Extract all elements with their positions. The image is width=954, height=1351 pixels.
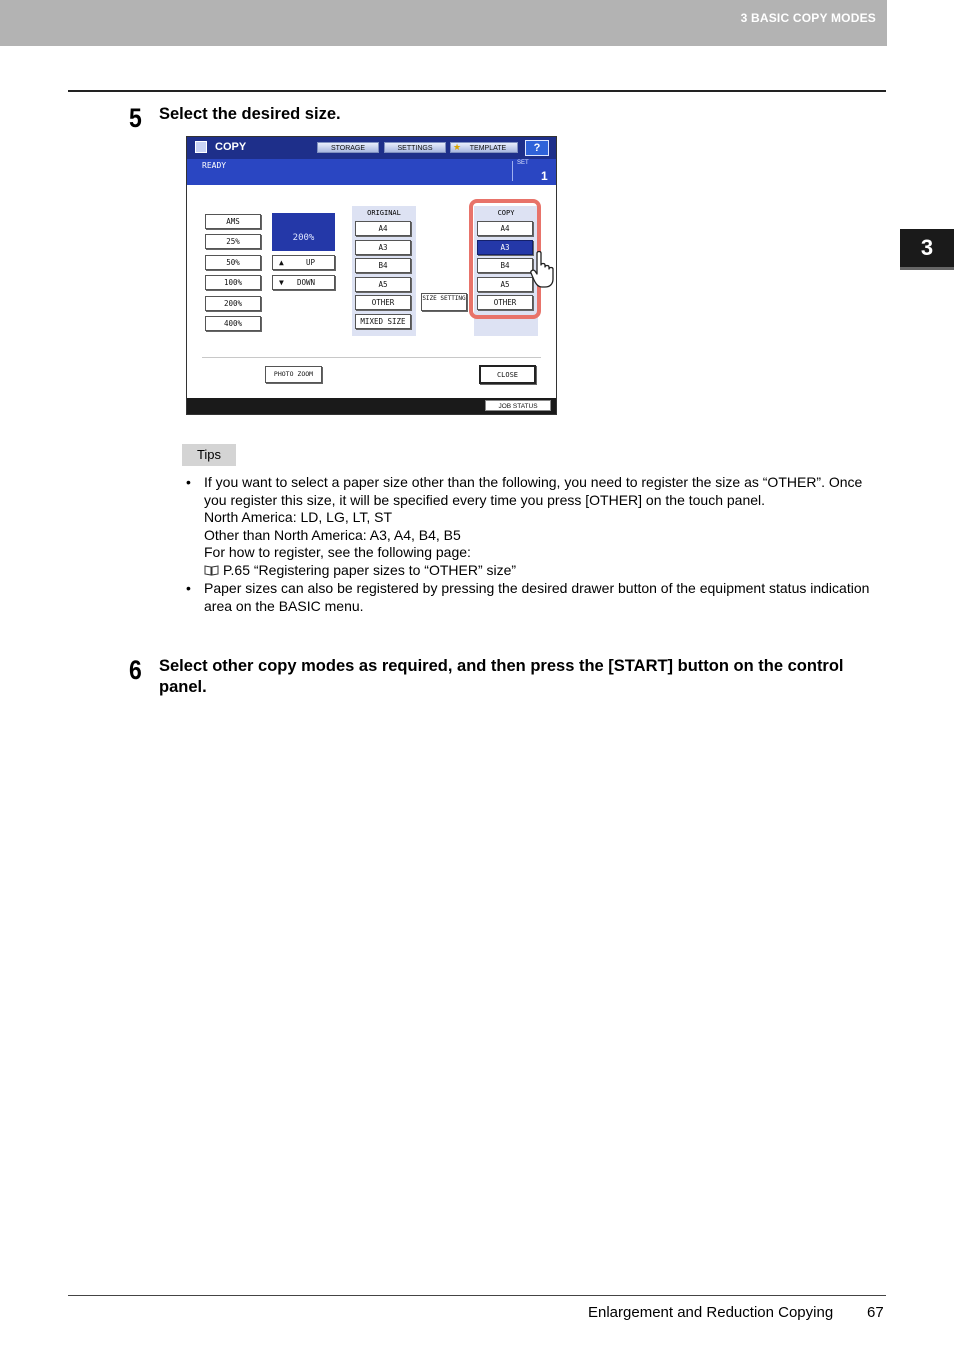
copy-a3-button[interactable]: A3 <box>477 240 533 255</box>
set-divider <box>512 161 513 181</box>
hand-pointer-icon <box>530 250 560 290</box>
bullet-marker: • <box>186 580 191 596</box>
book-icon <box>204 565 219 576</box>
photo-zoom-button[interactable]: PHOTO ZOOM <box>265 366 322 383</box>
job-status-button[interactable]: JOB STATUS <box>485 400 551 411</box>
tip-item <box>204 474 894 579</box>
original-b4-button[interactable]: B4 <box>355 258 411 273</box>
ams-button[interactable]: AMS <box>205 214 261 229</box>
screen-divider <box>202 357 541 358</box>
up-arrow-icon: ▲ <box>279 258 284 267</box>
tab-settings[interactable]: SETTINGS <box>384 142 446 153</box>
original-a4-button[interactable]: A4 <box>355 221 411 236</box>
tip-line: Paper sizes can also be registered by pressing the desired drawer button of the equipment status indication <box>204 580 870 596</box>
tip-line: Other than North America: A3, A4, B4, B5 <box>204 526 461 543</box>
mixed-size-button[interactable]: MIXED SIZE <box>355 314 411 329</box>
zoom-display: 200% <box>272 213 335 251</box>
copy-b4-button[interactable]: B4 <box>477 258 533 273</box>
footer-rule <box>68 1295 886 1296</box>
zoom-100-button[interactable]: 100% <box>205 275 261 290</box>
bullet-marker: • <box>186 474 191 490</box>
chapter-tab-underline <box>900 267 954 270</box>
copy-other-button[interactable]: OTHER <box>477 295 533 310</box>
tab-template-label: TEMPLATE <box>469 145 507 152</box>
screen-status-bar <box>187 159 556 185</box>
page-number: 67 <box>867 1304 884 1321</box>
zoom-up-label: UP <box>306 258 316 267</box>
tip-line: If you want to select a paper size other than the following, you need to register the size as “OTHER”. Once <box>204 474 863 490</box>
tip-line: you register this size, it will be specified every time you press [OTHER] on the touch panel. <box>204 491 766 508</box>
zoom-200-button[interactable]: 200% <box>205 296 261 311</box>
zoom-400-button[interactable]: 400% <box>205 316 261 331</box>
original-a3-button[interactable]: A3 <box>355 240 411 255</box>
footer-title: Enlargement and Reduction Copying <box>588 1304 834 1321</box>
zoom-down-button[interactable] <box>272 275 335 290</box>
top-rule <box>68 90 886 92</box>
tab-storage[interactable]: STORAGE <box>317 142 379 153</box>
status-text: READY <box>202 161 227 170</box>
size-setting-button[interactable]: SIZE SETTING <box>421 293 467 311</box>
set-count: 1 <box>541 169 548 183</box>
down-arrow-icon: ▼ <box>279 278 284 287</box>
help-button[interactable]: ? <box>525 140 549 156</box>
screen-title-bar <box>187 137 556 159</box>
tip-reference-text: P.65 “Registering paper sizes to “OTHER” size” <box>223 561 517 578</box>
original-header: ORIGINAL <box>367 209 401 217</box>
chapter-tab: 3 <box>900 229 954 267</box>
touch-panel-screenshot <box>186 136 557 415</box>
tip-line: area on the BASIC menu. <box>204 597 364 614</box>
tip-reference-link[interactable] <box>204 562 894 580</box>
step-title-line: panel. <box>159 678 207 696</box>
screen-bottom-bar <box>187 398 556 414</box>
close-button[interactable]: CLOSE <box>479 365 536 384</box>
original-other-button[interactable]: OTHER <box>355 295 411 310</box>
zoom-25-button[interactable]: 25% <box>205 234 261 249</box>
zoom-50-button[interactable]: 50% <box>205 255 261 270</box>
tip-line: For how to register, see the following page: <box>204 544 471 560</box>
set-label: SET <box>517 160 529 166</box>
tab-template[interactable] <box>450 142 518 153</box>
tips-label: Tips <box>182 444 236 466</box>
section-title: 3 BASIC COPY MODES <box>740 11 876 25</box>
tip-item <box>204 580 894 615</box>
step-title: Select the desired size. <box>159 105 341 123</box>
step-title <box>159 656 889 698</box>
copy-a5-button[interactable]: A5 <box>477 277 533 292</box>
zoom-down-label: DOWN <box>297 278 316 287</box>
zoom-up-button[interactable] <box>272 255 335 270</box>
original-a5-button[interactable]: A5 <box>355 277 411 292</box>
step-number: 5 <box>129 103 142 133</box>
screen-title: COPY <box>215 141 247 153</box>
star-icon: ★ <box>453 142 462 152</box>
step-title-line: Select other copy modes as required, and then press the [START] button on the control <box>159 657 844 675</box>
copy-icon <box>195 141 207 153</box>
tip-line: North America: LD, LG, LT, ST <box>204 509 393 525</box>
step-number: 6 <box>129 655 142 685</box>
copy-header: COPY <box>497 209 515 217</box>
copy-a4-button[interactable]: A4 <box>477 221 533 236</box>
